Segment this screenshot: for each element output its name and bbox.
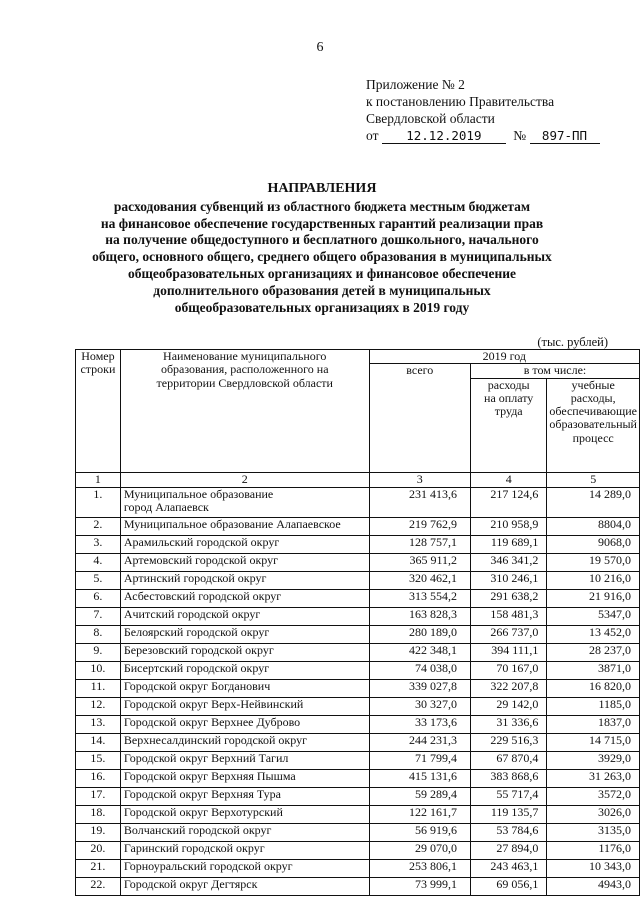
total-cell: 128 757,1 [369,535,470,553]
index-cell: 2 [120,472,369,487]
name-cell: Артинский городской округ [120,571,369,589]
table-row [76,697,640,715]
name-cell: Городской округ Богданович [120,679,369,697]
index-cell: 3 [369,472,470,487]
table-row [76,487,640,517]
wages-cell: 394 111,1 [471,643,547,661]
table-row [76,733,640,751]
wages-cell: 70 167,0 [471,661,547,679]
edu-cell: 9068,0 [547,535,640,553]
table-row [76,751,640,769]
edu-cell: 10 343,0 [547,859,640,877]
name-cell: Городской округ Верхний Тагил [120,751,369,769]
title-line: общего, основного общего, среднего общего образования в муниципальных [92,249,552,265]
number-label: № [513,128,527,143]
name-cell: Гаринский городской округ [120,841,369,859]
total-cell: 71 799,4 [369,751,470,769]
wages-cell: 27 894,0 [471,841,547,859]
wages-cell: 291 638,2 [471,589,547,607]
units-label: (тыс. рублей) [537,335,608,349]
name-cell: Городской округ Верхнее Дуброво [120,715,369,733]
total-cell: 56 919,6 [369,823,470,841]
name-cell: Арамильский городской округ [120,535,369,553]
table-row [76,715,640,733]
row-number-cell: 5. [76,571,121,589]
edu-cell: 3026,0 [547,805,640,823]
table-row [76,625,640,643]
wages-cell: 310 246,1 [471,571,547,589]
table-row [76,823,640,841]
name-cell: Волчанский городской округ [120,823,369,841]
total-cell: 320 462,1 [369,571,470,589]
row-number-cell: 13. [76,715,121,733]
header-name: Наименование муниципального образования, расположенного на территории Свердловской области [120,350,369,473]
wages-cell: 53 784,6 [471,823,547,841]
table-row [76,805,640,823]
table-row [76,535,640,553]
index-row [76,472,640,487]
title-line: общеобразовательных организациях в 2019 году [174,299,470,315]
edu-cell: 1837,0 [547,715,640,733]
total-cell: 74 038,0 [369,661,470,679]
appendix-line-2: к постановлению Правительства [366,94,555,109]
edu-cell: 3572,0 [547,787,640,805]
row-number-cell: 6. [76,589,121,607]
row-number-cell: 1. [76,487,121,517]
name-cell: Ачитский городской округ [120,607,369,625]
edu-cell: 3929,0 [547,751,640,769]
wages-cell: 119 689,1 [471,535,547,553]
edu-cell: 31 263,0 [547,769,640,787]
edu-cell: 5347,0 [547,607,640,625]
wages-cell: 55 717,4 [471,787,547,805]
name-cell: Городской округ Верхняя Тура [120,787,369,805]
total-cell: 415 131,6 [369,769,470,787]
table-row [76,661,640,679]
document-title [60,181,584,316]
appendix-line-3: Свердловской области [366,111,495,126]
wages-cell: 210 958,9 [471,517,547,535]
table-row [76,769,640,787]
row-number-cell: 2. [76,517,121,535]
name-cell: Березовский городской округ [120,643,369,661]
wages-cell: 29 142,0 [471,697,547,715]
index-cell: 4 [471,472,547,487]
row-number-cell: 16. [76,769,121,787]
index-cell: 5 [547,472,640,487]
total-cell: 313 554,2 [369,589,470,607]
wages-cell: 346 341,2 [471,553,547,571]
table-row [76,877,640,895]
total-cell: 253 806,1 [369,859,470,877]
wages-cell: 383 868,6 [471,769,547,787]
row-number-cell: 3. [76,535,121,553]
wages-cell: 243 463,1 [471,859,547,877]
wages-cell: 229 516,3 [471,733,547,751]
table-row [76,859,640,877]
edu-cell: 14 289,0 [547,487,640,517]
name-cell: Артемовский городской округ [120,553,369,571]
edu-cell: 4943,0 [547,877,640,895]
header-incl: в том числе: [471,364,640,378]
row-number-cell: 7. [76,607,121,625]
row-number-cell: 12. [76,697,121,715]
edu-cell: 1185,0 [547,697,640,715]
total-cell: 73 999,1 [369,877,470,895]
table-row [76,643,640,661]
index-cell: 1 [76,472,121,487]
edu-cell: 10 216,0 [547,571,640,589]
name-cell: Асбестовский городской округ [120,589,369,607]
wages-cell: 31 336,6 [471,715,547,733]
from-label: от [366,128,379,143]
row-number-cell: 4. [76,553,121,571]
wages-cell: 322 207,8 [471,679,547,697]
subsidy-table [75,349,640,896]
total-cell: 122 161,7 [369,805,470,823]
edu-cell: 1176,0 [547,841,640,859]
row-number-cell: 15. [76,751,121,769]
table-row [76,571,640,589]
row-number-cell: 17. [76,787,121,805]
name-cell: Городской округ Верхняя Пышма [120,769,369,787]
table-row [76,841,640,859]
total-cell: 280 189,0 [369,625,470,643]
title-line: общеобразовательных организациях и финансовое обеспечение [127,265,517,281]
row-number-cell: 20. [76,841,121,859]
table-row [76,553,640,571]
name-cell: Верхнесалдинский городской округ [120,733,369,751]
name-cell: Муниципальное образование город Алапаевск [120,487,369,517]
name-cell: Горноуральский городской округ [120,859,369,877]
total-cell: 30 327,0 [369,697,470,715]
edu-cell: 13 452,0 [547,625,640,643]
page-number: 6 [316,40,324,55]
header-total: всего [369,364,470,472]
header-edu: учебные расходы, обеспечивающие образовательный процесс [547,378,640,472]
title-line: на получение общедоступного и бесплатного дошкольного, начального [105,232,539,248]
total-cell: 29 070,0 [369,841,470,859]
header-wages: расходы на оплату труда [471,378,547,472]
wages-cell: 119 135,7 [471,805,547,823]
row-number-cell: 8. [76,625,121,643]
edu-cell: 19 570,0 [547,553,640,571]
row-number-cell: 14. [76,733,121,751]
name-cell: Муниципальное образование Алапаевское [120,517,369,535]
total-cell: 365 911,2 [369,553,470,571]
table-row [76,517,640,535]
resolution-number: 897-ПП [530,129,600,144]
row-number-cell: 10. [76,661,121,679]
name-cell: Бисертский городской округ [120,661,369,679]
total-cell: 231 413,6 [369,487,470,517]
total-cell: 59 289,4 [369,787,470,805]
header-year: 2019 год [369,350,639,364]
edu-cell: 16 820,0 [547,679,640,697]
wages-cell: 266 737,0 [471,625,547,643]
edu-cell: 21 916,0 [547,589,640,607]
edu-cell: 3871,0 [547,661,640,679]
title-heading: НАПРАВЛЕНИЯ [267,181,377,196]
edu-cell: 3135,0 [547,823,640,841]
total-cell: 244 231,3 [369,733,470,751]
header-row-number: Номер строки [76,350,121,473]
title-line: дополнительного образования детей в муниципальных [153,282,491,298]
total-cell: 33 173,6 [369,715,470,733]
appendix-date-row [366,127,600,144]
edu-cell: 14 715,0 [547,733,640,751]
wages-cell: 158 481,3 [471,607,547,625]
total-cell: 339 027,8 [369,679,470,697]
name-cell: Городской округ Верх-Нейвинский [120,697,369,715]
name-cell: Городской округ Дегтярск [120,877,369,895]
row-number-cell: 18. [76,805,121,823]
appendix-line-1: Приложение № 2 [366,77,465,92]
table-row [76,679,640,697]
edu-cell: 8804,0 [547,517,640,535]
row-number-cell: 9. [76,643,121,661]
name-cell: Городской округ Верхотурский [120,805,369,823]
table-row [76,589,640,607]
edu-cell: 28 237,0 [547,643,640,661]
title-line: на финансовое обеспечение государственных гарантий реализации прав [100,215,544,231]
row-number-cell: 22. [76,877,121,895]
title-line: расходования субвенций из областного бюджета местным бюджетам [113,198,531,214]
row-number-cell: 19. [76,823,121,841]
table-row [76,787,640,805]
appendix-block [366,76,600,144]
wages-cell: 217 124,6 [471,487,547,517]
total-cell: 163 828,3 [369,607,470,625]
total-cell: 219 762,9 [369,517,470,535]
wages-cell: 69 056,1 [471,877,547,895]
resolution-date: 12.12.2019 [382,129,506,144]
table-row [76,607,640,625]
row-number-cell: 21. [76,859,121,877]
wages-cell: 67 870,4 [471,751,547,769]
total-cell: 422 348,1 [369,643,470,661]
name-cell: Белоярский городской округ [120,625,369,643]
row-number-cell: 11. [76,679,121,697]
